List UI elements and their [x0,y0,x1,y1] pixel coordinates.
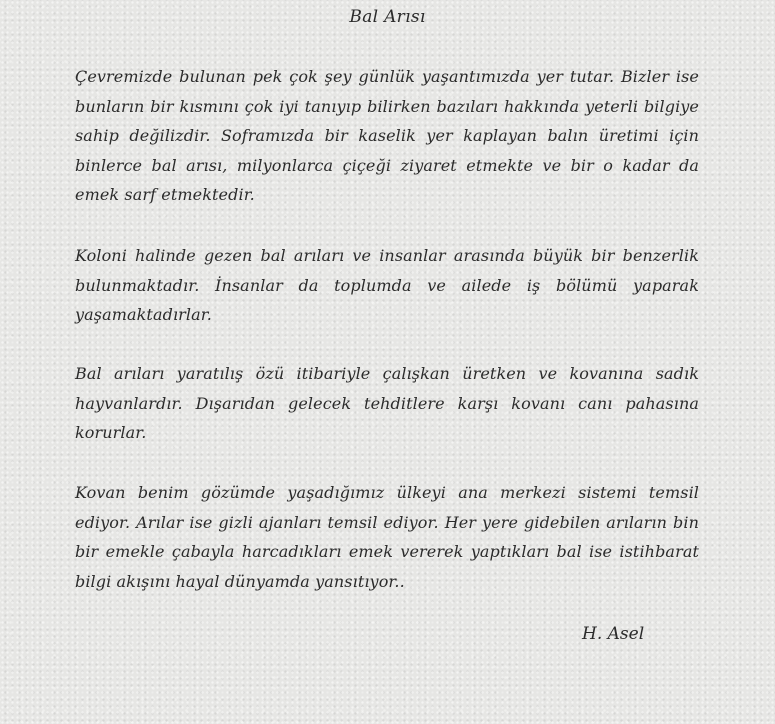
paragraph-3: Bal arıları yaratılış özü itibariyle çalışkan üretken ve kovanına sadık hayvanlardır. Dışarıdan gelecek tehditlere karşı kovanı canı pahasına korurlar. [75,364,699,442]
paragraph-2: Koloni halinde gezen bal arıları ve insanlar arasında büyük bir benzerlik bulunmaktadır. İnsanlar da toplumda ve ailede iş bölümü yaparak yaşamaktadırlar. [75,246,699,324]
paragraph-1: Çevremizde bulunan pek çok şey günlük yaşantımızda yer tutar. Bizler ise bunların bir kısmını çok iyi tanıyıp bilirken bazıları hakkında yeterli bilgiye sahip değilizdir. Soframızda bir kaselik yer kaplayan balın üretimi için binlerce bal arısı, milyonlarca çiçeği ziyaret etmekte ve bir o kadar da emek sarf etmektedir. [75,67,699,204]
paragraph-4: Kovan benim gözümde yaşadığımız ülkeyi ana merkezi sistemi temsil ediyor. Arılar ise gizli ajanları temsil ediyor. Her yere gidebilen arıların bin bir emekle çabayla harcadıkları emek vererek yaptıkları bal ise istihbarat bilgi akışını hayal dünyamda yansıtıyor.. [75,483,699,591]
document-title: Bal Arısı [349,7,426,27]
author-signature: H. Asel [582,624,645,644]
